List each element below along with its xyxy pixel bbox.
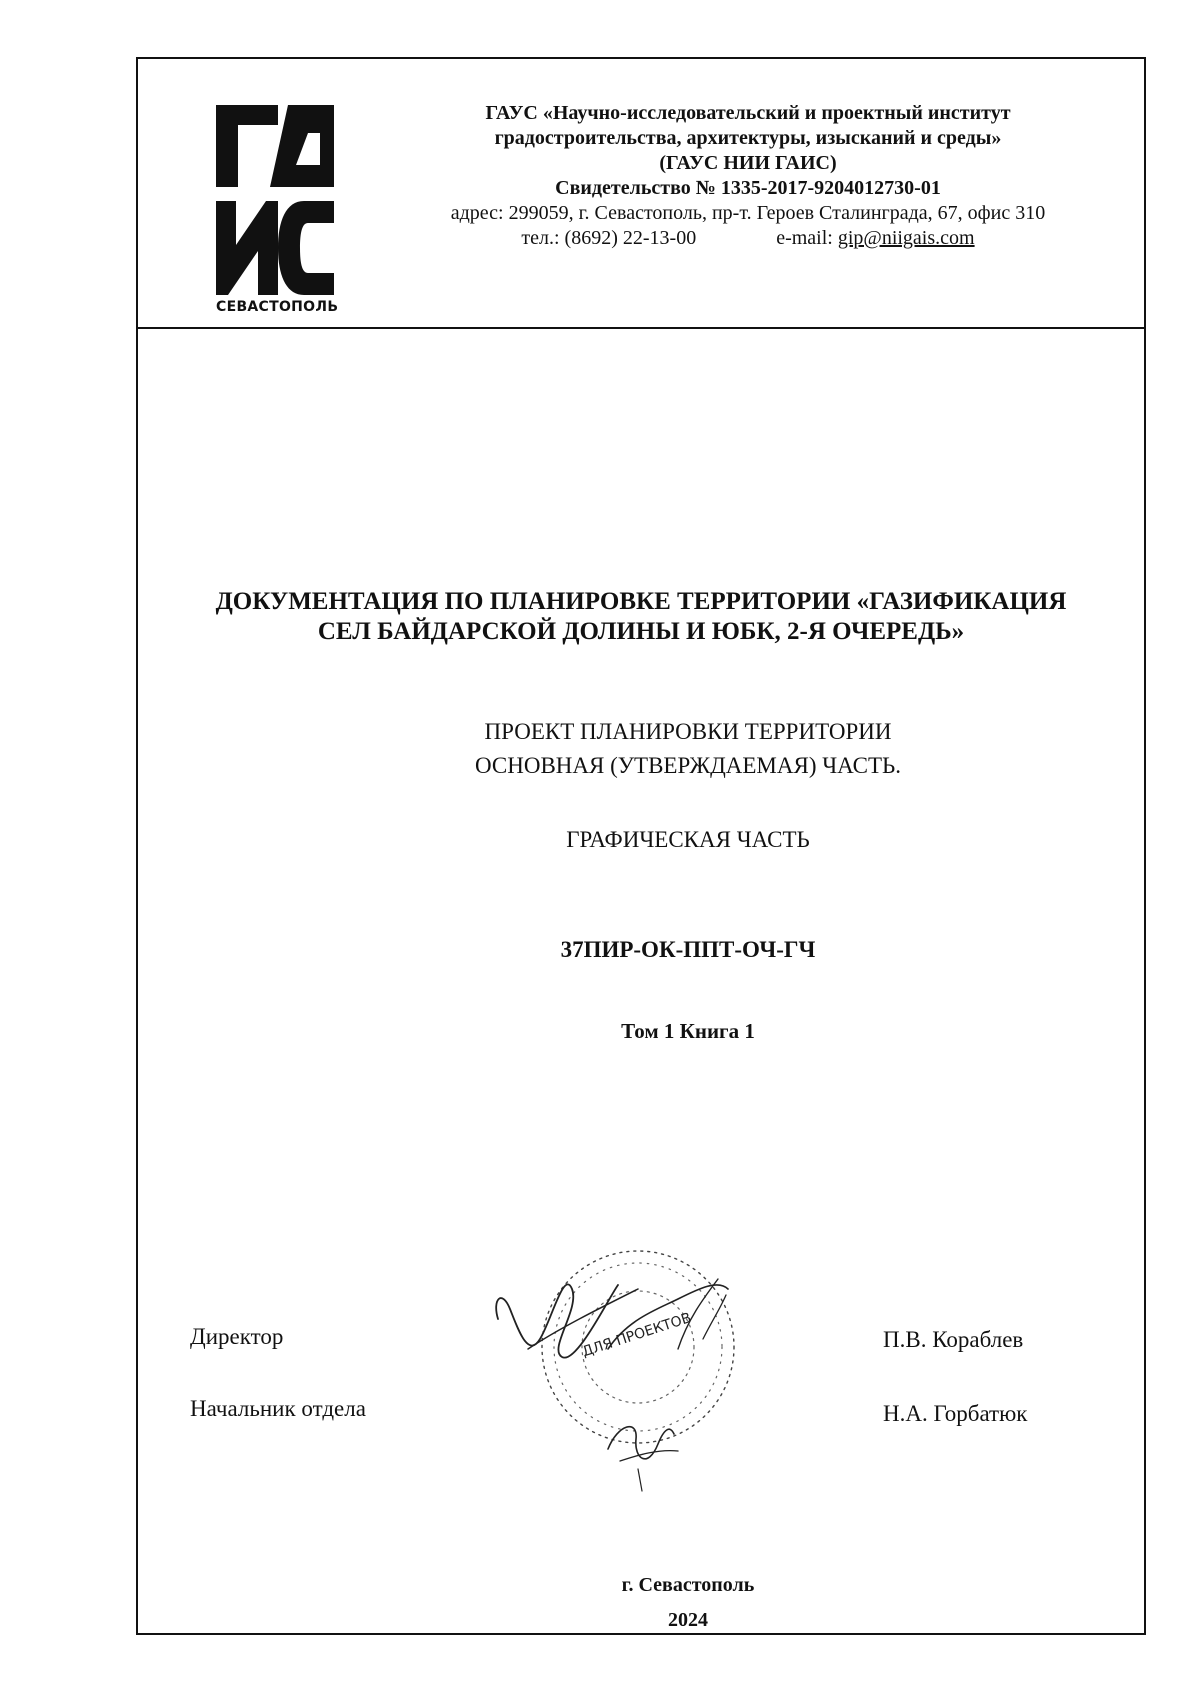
city-name: г. Севастополь [621,1574,755,1596]
stamp-text: ДЛЯ ПРОЕКТОВ [580,1310,694,1361]
subtitle-line2: ОСНОВНАЯ (УТВЕРЖДАЕМАЯ) ЧАСТЬ. [475,753,901,778]
title-page-frame [136,57,1146,1635]
institute-logo [216,105,356,315]
document-title-line2: СЕЛ БАЙДАРСКОЙ ДОЛИНЫ И ЮБК, 2-Я ОЧЕРЕДЬ» [317,618,965,645]
document-section: ГРАФИЧЕСКАЯ ЧАСТЬ [566,827,810,852]
organization-info [368,101,1128,251]
logo-mark [216,105,356,295]
email-link[interactable]: gip@niigais.com [837,227,975,249]
org-address: адрес: 299059, г. Севастополь, пр-т. Героев Сталинграда, 67, офис 310 [450,202,1046,224]
document-subtitle [468,715,908,783]
org-phone: тел.: (8692) 22-13-00 [521,227,697,249]
org-short-name: (ГАУС НИИ ГАИС) [659,152,837,174]
email-label: e-mail: [776,227,833,249]
certificate-number: Свидетельство № 1335-2017-9204012730-01 [555,177,941,199]
signatory-name-director: П.В. Кораблев [883,1327,1024,1352]
document-title [138,587,1144,647]
document-volume: Том 1 Книга 1 [621,1019,755,1043]
document-code: 37ПИР-ОК-ППТ-ОЧ-ГЧ [560,937,816,962]
stamp-signature-graphic [488,1229,778,1499]
signatory-name-department-head: Н.А. Горбатюк [883,1401,1028,1426]
header-block [138,59,1144,329]
official-stamp [488,1229,778,1499]
signatory-role-department-head: Начальник отдела [190,1396,366,1421]
logo-caption: СЕВАСТОПОЛЬ [216,299,339,315]
org-name-line2: градостроительства, архитектуры, изысканий и среды» [494,127,1002,149]
document-year: 2024 [668,1609,708,1631]
subtitle-line1: ПРОЕКТ ПЛАНИРОВКИ ТЕРРИТОРИИ [484,719,892,744]
document-title-line1: ДОКУМЕНТАЦИЯ ПО ПЛАНИРОВКЕ ТЕРРИТОРИИ «ГАЗИФИКАЦИЯ [215,588,1067,615]
signatory-role-director: Директор [190,1324,284,1349]
org-contacts [368,226,1128,251]
org-name-line1: ГАУС «Научно-исследовательский и проектный институт [485,102,1011,124]
